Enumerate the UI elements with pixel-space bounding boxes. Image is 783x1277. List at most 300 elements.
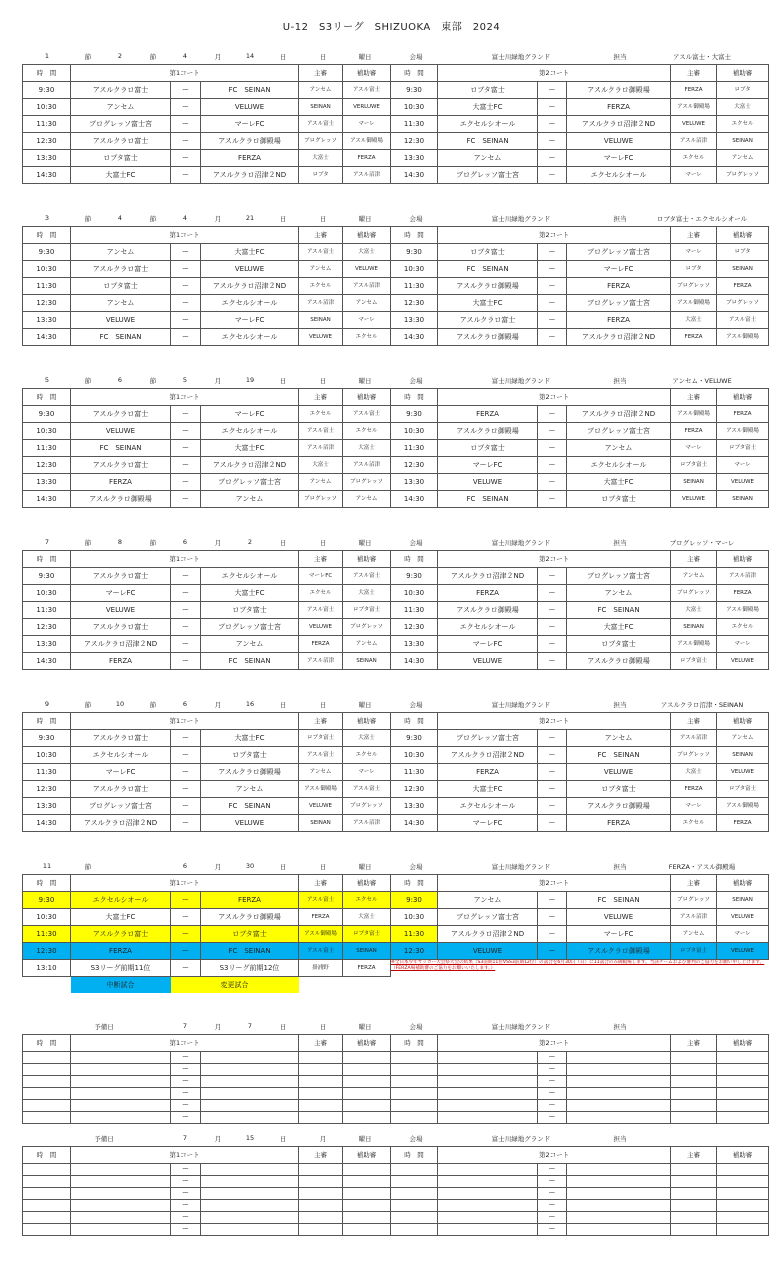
table-row bbox=[23, 619, 769, 636]
col-court1: 第1コート bbox=[71, 1147, 299, 1164]
cell-s2: マーレ bbox=[717, 636, 769, 653]
cell-a2 bbox=[567, 1188, 671, 1200]
cell-t1: 9:30 bbox=[23, 82, 71, 99]
legend-spacer bbox=[23, 977, 71, 994]
col-referee-2: 主審 bbox=[671, 65, 717, 82]
cell-t2: 9:30 bbox=[391, 892, 438, 909]
cell-r1: アスル御殿場 bbox=[299, 926, 343, 943]
cell-h2 bbox=[438, 1052, 538, 1064]
cell-vs: ー bbox=[538, 474, 567, 491]
round-tanto: ブログレッソ・マーレ bbox=[669, 539, 735, 547]
venue-name: 富士川緑地グランド bbox=[491, 539, 551, 547]
round-header bbox=[22, 48, 768, 64]
cell-t2: 9:30 bbox=[391, 406, 438, 423]
cell-s1 bbox=[343, 1100, 391, 1112]
cell-t1 bbox=[23, 1076, 71, 1088]
cell-h2: ロブタ富士 bbox=[438, 440, 538, 457]
cell-vs: ー bbox=[171, 909, 201, 926]
round-weekday: 日 bbox=[319, 701, 327, 709]
cell-a2 bbox=[567, 1112, 671, 1124]
cell-h2: アスルクラロ沼津２ND bbox=[438, 747, 538, 764]
cell-h1: アスルクラロ富士 bbox=[71, 82, 171, 99]
venue-name: 富士川緑地グランド bbox=[491, 701, 551, 709]
venue-name: 富士川緑地グランド bbox=[491, 1023, 551, 1031]
cell-a1: 大富士FC bbox=[201, 244, 299, 261]
cell-r2: アスル御殿場 bbox=[671, 636, 717, 653]
round-block bbox=[22, 858, 768, 993]
cell-s1: ブログレッソ bbox=[343, 474, 391, 491]
cell-t2: 11:30 bbox=[391, 278, 438, 295]
label-day: 日 bbox=[279, 53, 287, 61]
label-venue: 会場 bbox=[409, 701, 423, 709]
cell-s1 bbox=[343, 1088, 391, 1100]
cell-s2: アンセム bbox=[717, 150, 769, 167]
cell-t1: 9:30 bbox=[23, 892, 71, 909]
col-time: 時 間 bbox=[23, 1035, 71, 1052]
cell-s1: ブログレッソ bbox=[343, 798, 391, 815]
round-tanto: アスルクラロ沼津・SEINAN bbox=[660, 701, 744, 709]
cell-h1: FC SEINAN bbox=[71, 329, 171, 346]
label-weekday: 曜日 bbox=[358, 53, 372, 61]
cell-a2: FC SEINAN bbox=[567, 747, 671, 764]
round-block bbox=[22, 48, 768, 184]
col-time-2: 時 間 bbox=[391, 1035, 438, 1052]
cell-a2: VELUWE bbox=[567, 133, 671, 150]
cell-r1: アスル富士 bbox=[299, 747, 343, 764]
cell-s1: ロブタ富士 bbox=[343, 602, 391, 619]
col-referee-2: 主審 bbox=[671, 227, 717, 244]
col-assistant-2: 補助審 bbox=[717, 227, 769, 244]
cell-r1: アスル御殿場 bbox=[299, 781, 343, 798]
cell-a1: エクセルシオール bbox=[201, 295, 299, 312]
cell-r1: 大富士 bbox=[299, 457, 343, 474]
cell-t2: 10:30 bbox=[391, 585, 438, 602]
cell-h1: アンセム bbox=[71, 244, 171, 261]
cell-t1: 12:30 bbox=[23, 295, 71, 312]
cell-vs: ー bbox=[171, 457, 201, 474]
label-day: 日 bbox=[279, 1023, 287, 1031]
cell-vs: ー bbox=[171, 798, 201, 815]
cell-h2 bbox=[438, 1164, 538, 1176]
cell-vs: ー bbox=[171, 440, 201, 457]
cell-vs: ー bbox=[171, 406, 201, 423]
cell-s2: SEINAN bbox=[717, 747, 769, 764]
round-block bbox=[22, 1018, 768, 1124]
cell-t1 bbox=[23, 1112, 71, 1124]
cell-a2: FC SEINAN bbox=[567, 602, 671, 619]
cell-a2: ブログレッソ富士宮 bbox=[567, 244, 671, 261]
table-row bbox=[23, 99, 769, 116]
label-day: 日 bbox=[279, 701, 287, 709]
cell-h2: ブログレッソ富士宮 bbox=[438, 167, 538, 184]
cell-a2: マーレFC bbox=[567, 150, 671, 167]
cell-a2: VELUWE bbox=[567, 764, 671, 781]
cell-r2 bbox=[671, 1064, 717, 1076]
venue-name: 富士川緑地グランド bbox=[491, 215, 551, 223]
cell-h1: エクセルシオール bbox=[71, 892, 171, 909]
table-row bbox=[23, 730, 769, 747]
cell-a1 bbox=[201, 1212, 299, 1224]
cell-r1: エクセル bbox=[299, 278, 343, 295]
cell-a1 bbox=[201, 1224, 299, 1236]
cell-a1: 大富士FC bbox=[201, 440, 299, 457]
cell-vs: ー bbox=[538, 798, 567, 815]
cell-s2: ロブタ bbox=[717, 82, 769, 99]
cell-vs: ー bbox=[171, 167, 201, 184]
cell-s2: アスル御殿場 bbox=[717, 329, 769, 346]
cell-s1: ブログレッソ bbox=[343, 619, 391, 636]
cell-t2: 10:30 bbox=[391, 99, 438, 116]
cell-a1: VELUWE bbox=[201, 99, 299, 116]
cell-a1: マーレFC bbox=[201, 406, 299, 423]
cell-s2: エクセル bbox=[717, 116, 769, 133]
cell-vs: ー bbox=[538, 602, 567, 619]
cell-s2: アスル御殿場 bbox=[717, 798, 769, 815]
cell-vs: ー bbox=[538, 1212, 567, 1224]
col-assistant: 補助審 bbox=[343, 65, 391, 82]
cell-s2: 大富士 bbox=[717, 99, 769, 116]
round-block bbox=[22, 696, 768, 832]
table-head bbox=[23, 65, 769, 82]
cell-vs: ー bbox=[171, 585, 201, 602]
cell-s1: アスル沼津 bbox=[343, 278, 391, 295]
cell-t1: 12:30 bbox=[23, 943, 71, 960]
cell-h2: アスルクラロ沼津２ND bbox=[438, 926, 538, 943]
cell-r1 bbox=[299, 1064, 343, 1076]
cell-a2: マーレFC bbox=[567, 926, 671, 943]
cell-a1: FERZA bbox=[201, 150, 299, 167]
cell-s2 bbox=[717, 1224, 769, 1236]
col-referee: 主審 bbox=[299, 713, 343, 730]
cell-r1: VELUWE bbox=[299, 798, 343, 815]
cell-r2: ブログレッソ bbox=[671, 585, 717, 602]
cell-vs: ー bbox=[171, 295, 201, 312]
label-tanto: 担当 bbox=[613, 1135, 627, 1143]
cell-r1 bbox=[299, 1112, 343, 1124]
cell-s2: VELUWE bbox=[717, 474, 769, 491]
cell-a1: VELUWE bbox=[201, 261, 299, 278]
cell-vs: ー bbox=[538, 1176, 567, 1188]
match-table bbox=[22, 874, 769, 993]
round-header bbox=[22, 210, 768, 226]
cell-vs: ー bbox=[538, 747, 567, 764]
cell-h1: VELUWE bbox=[71, 602, 171, 619]
match-table bbox=[22, 1146, 769, 1236]
cell-r1: アスル沼津 bbox=[299, 440, 343, 457]
cell-t1: 13:30 bbox=[23, 312, 71, 329]
cell-h1 bbox=[71, 1224, 171, 1236]
cell-r1: アスル富士 bbox=[299, 943, 343, 960]
cell-a1 bbox=[201, 1064, 299, 1076]
col-assistant-2: 補助審 bbox=[717, 713, 769, 730]
cell-vs: ー bbox=[538, 1224, 567, 1236]
cell-h2: ブログレッソ富士宮 bbox=[438, 909, 538, 926]
table-row-empty bbox=[23, 1064, 769, 1076]
cell-vs: ー bbox=[171, 764, 201, 781]
cell-vs: ー bbox=[171, 1076, 201, 1088]
table-row bbox=[23, 329, 769, 346]
cell-h2: FERZA bbox=[438, 585, 538, 602]
cell-a2: 大富士FC bbox=[567, 474, 671, 491]
cell-r1 bbox=[299, 1088, 343, 1100]
cell-a2 bbox=[567, 1064, 671, 1076]
cell-t2: 11:30 bbox=[391, 764, 438, 781]
col-court2: 第2コート bbox=[438, 875, 671, 892]
cell-h1: アスルクラロ富士 bbox=[71, 781, 171, 798]
cell-s1 bbox=[343, 1212, 391, 1224]
cell-t2 bbox=[391, 1076, 438, 1088]
table-row bbox=[23, 133, 769, 150]
label-weekday: 曜日 bbox=[358, 377, 372, 385]
cell-a1: アスルクラロ御殿場 bbox=[201, 133, 299, 150]
label-venue: 会場 bbox=[409, 1135, 423, 1143]
cell-s2 bbox=[717, 1188, 769, 1200]
cell-vs: ー bbox=[538, 764, 567, 781]
cell-h2: アンセム bbox=[438, 892, 538, 909]
cell-s1: VELUWE bbox=[343, 261, 391, 278]
round-number-1: 9 bbox=[44, 700, 50, 708]
cell-a1: FC SEINAN bbox=[201, 798, 299, 815]
cell-a2: アンセム bbox=[567, 585, 671, 602]
cell-t1: 14:30 bbox=[23, 815, 71, 832]
cell-t2: 10:30 bbox=[391, 747, 438, 764]
round-header bbox=[22, 534, 768, 550]
cell-r1: アンセム bbox=[299, 261, 343, 278]
cell-t2: 14:30 bbox=[391, 491, 438, 508]
cell-r1: ブログレッソ bbox=[299, 133, 343, 150]
cell-r1: アスル富士 bbox=[299, 116, 343, 133]
label-day: 日 bbox=[279, 377, 287, 385]
cell-h1: アスルクラロ富士 bbox=[71, 457, 171, 474]
table-row bbox=[23, 602, 769, 619]
cell-s1: アスル沼津 bbox=[343, 167, 391, 184]
label-month: 月 bbox=[214, 53, 222, 61]
cell-a2: FERZA bbox=[567, 815, 671, 832]
cell-s2 bbox=[717, 1076, 769, 1088]
cell-t1: 14:30 bbox=[23, 167, 71, 184]
cell-vs: ー bbox=[171, 244, 201, 261]
cell-a2 bbox=[567, 1100, 671, 1112]
venue-name: 富士川緑地グランド bbox=[491, 377, 551, 385]
page-title: U-12 S3リーグ SHIZUOKA 東部 2024 bbox=[282, 22, 501, 33]
cell-h2: FC SEINAN bbox=[438, 261, 538, 278]
cell-t2 bbox=[391, 1164, 438, 1176]
cell-a2: FERZA bbox=[567, 278, 671, 295]
label-setsu-2: 節 bbox=[149, 53, 157, 61]
cell-s1 bbox=[343, 1076, 391, 1088]
cell-h2: エクセルシオール bbox=[438, 116, 538, 133]
cell-a2: ロブタ富士 bbox=[567, 636, 671, 653]
col-time-2: 時 間 bbox=[391, 875, 438, 892]
cell-vs: ー bbox=[538, 1100, 567, 1112]
cell-t1: 13:30 bbox=[23, 798, 71, 815]
cell-vs: ー bbox=[171, 1088, 201, 1100]
cell-r2 bbox=[671, 1224, 717, 1236]
cell-vs: ー bbox=[171, 1224, 201, 1236]
col-court1: 第1コート bbox=[71, 65, 299, 82]
cell-vs: ー bbox=[171, 653, 201, 670]
cell-a2 bbox=[567, 1212, 671, 1224]
cell-t1: 9:30 bbox=[23, 406, 71, 423]
round-tanto: アンセム・VELUWE bbox=[672, 377, 732, 385]
table-row bbox=[23, 798, 769, 815]
cell-t1: 14:30 bbox=[23, 653, 71, 670]
cell-t1: 11:30 bbox=[23, 764, 71, 781]
cell-r1: SEINAN bbox=[299, 99, 343, 116]
label-tanto: 担当 bbox=[613, 539, 627, 547]
cell-t1 bbox=[23, 1200, 71, 1212]
cell-a2: FERZA bbox=[567, 99, 671, 116]
cell-r2 bbox=[671, 1100, 717, 1112]
cell-h2: FC SEINAN bbox=[438, 133, 538, 150]
cell-a2: VELUWE bbox=[567, 909, 671, 926]
cell-r2: ロブタ bbox=[671, 261, 717, 278]
cell-t1 bbox=[23, 1188, 71, 1200]
cell-vs: ー bbox=[538, 815, 567, 832]
cell-h1 bbox=[71, 1100, 171, 1112]
cell-s2: FERZA bbox=[717, 406, 769, 423]
cell-t2: 14:30 bbox=[391, 167, 438, 184]
col-time: 時 間 bbox=[23, 551, 71, 568]
table-row bbox=[23, 943, 769, 960]
cell-h2: アスルクラロ御殿場 bbox=[438, 329, 538, 346]
cell-vs: ー bbox=[538, 636, 567, 653]
table-head bbox=[23, 875, 769, 892]
cell-s1: アスル沼津 bbox=[343, 815, 391, 832]
cell-h1: FC SEINAN bbox=[71, 440, 171, 457]
round-weekday: 日 bbox=[319, 53, 327, 61]
cell-t2 bbox=[391, 1100, 438, 1112]
round-weekday: 日 bbox=[319, 215, 327, 223]
cell-vs: ー bbox=[538, 116, 567, 133]
col-court2: 第2コート bbox=[438, 1147, 671, 1164]
col-court2: 第2コート bbox=[438, 1035, 671, 1052]
cell-h1 bbox=[71, 1176, 171, 1188]
cell-s2 bbox=[717, 1100, 769, 1112]
cell-h1 bbox=[71, 1164, 171, 1176]
cell-vs: ー bbox=[171, 261, 201, 278]
cell-s2: マーレ bbox=[717, 926, 769, 943]
table-row bbox=[23, 636, 769, 653]
cell-h1 bbox=[71, 1188, 171, 1200]
cell-vs: ー bbox=[538, 1064, 567, 1076]
col-referee-2: 主審 bbox=[671, 551, 717, 568]
cell-h1 bbox=[71, 1112, 171, 1124]
cell-a1: S3リーグ前期12位 bbox=[201, 960, 299, 977]
cell-r1: ロブタ富士 bbox=[299, 730, 343, 747]
round-number-1: 5 bbox=[44, 376, 50, 384]
table-row-empty bbox=[23, 1200, 769, 1212]
cell-a1: アスルクラロ御殿場 bbox=[201, 764, 299, 781]
cell-a1: アスルクラロ御殿場 bbox=[201, 909, 299, 926]
cell-s1: アスル御殿場 bbox=[343, 133, 391, 150]
cell-a2 bbox=[567, 1200, 671, 1212]
cell-h2: FC SEINAN bbox=[438, 491, 538, 508]
table-row-empty bbox=[23, 1164, 769, 1176]
venue-name: 富士川緑地グランド bbox=[491, 53, 551, 61]
table-row bbox=[23, 457, 769, 474]
cell-s2 bbox=[717, 1212, 769, 1224]
cell-h2: マーレFC bbox=[438, 457, 538, 474]
cell-r2: ブログレッソ bbox=[671, 747, 717, 764]
cell-r2: FERZA bbox=[671, 423, 717, 440]
cell-s1: アスル沼津 bbox=[343, 457, 391, 474]
round-month: 5 bbox=[182, 376, 188, 384]
cell-t1: 11:30 bbox=[23, 926, 71, 943]
cell-t1 bbox=[23, 1064, 71, 1076]
cell-vs: ー bbox=[538, 278, 567, 295]
table-row-empty bbox=[23, 1052, 769, 1064]
table-head bbox=[23, 1035, 769, 1052]
cell-h1: FERZA bbox=[71, 474, 171, 491]
cell-h2 bbox=[438, 1212, 538, 1224]
col-time-2: 時 間 bbox=[391, 227, 438, 244]
cell-s2: FERZA bbox=[717, 278, 769, 295]
cell-a2: エクセルシオール bbox=[567, 167, 671, 184]
round-number-1: 3 bbox=[44, 214, 50, 222]
table-row bbox=[23, 926, 769, 943]
cell-r2 bbox=[671, 1088, 717, 1100]
cell-h1: エクセルシオール bbox=[71, 747, 171, 764]
col-time-2: 時 間 bbox=[391, 713, 438, 730]
col-court2: 第2コート bbox=[438, 713, 671, 730]
cell-s2: アスル沼津 bbox=[717, 568, 769, 585]
cell-s1: SEINAN bbox=[343, 653, 391, 670]
cell-t1: 10:30 bbox=[23, 747, 71, 764]
cell-a2: マーレFC bbox=[567, 261, 671, 278]
round-number-1: 11 bbox=[42, 862, 52, 870]
cell-r1: 大富士 bbox=[299, 150, 343, 167]
cell-t2: 9:30 bbox=[391, 568, 438, 585]
cell-vs: ー bbox=[538, 619, 567, 636]
table-row bbox=[23, 474, 769, 491]
cell-a2 bbox=[567, 1224, 671, 1236]
label-month: 月 bbox=[214, 1023, 222, 1031]
cell-s1: マーレ bbox=[343, 116, 391, 133]
cell-t2 bbox=[391, 1176, 438, 1188]
cell-h2: マーレFC bbox=[438, 815, 538, 832]
col-referee: 主審 bbox=[299, 1147, 343, 1164]
cell-vs: ー bbox=[171, 781, 201, 798]
cell-h1: アスルクラロ富士 bbox=[71, 261, 171, 278]
cell-vs: ー bbox=[538, 892, 567, 909]
cell-h1 bbox=[71, 1088, 171, 1100]
cell-s2: ブログレッソ bbox=[717, 295, 769, 312]
label-tanto: 担当 bbox=[613, 701, 627, 709]
round-day: 2 bbox=[247, 538, 253, 546]
cell-vs: ー bbox=[538, 440, 567, 457]
round-month: 6 bbox=[182, 538, 188, 546]
cell-s1: マーレ bbox=[343, 764, 391, 781]
match-table bbox=[22, 64, 769, 184]
col-court1: 第1コート bbox=[71, 551, 299, 568]
cell-t1: 11:30 bbox=[23, 602, 71, 619]
cell-s1: FERZA bbox=[343, 150, 391, 167]
cell-r2: アスル御殿場 bbox=[671, 99, 717, 116]
label-month: 月 bbox=[214, 539, 222, 547]
cell-t1 bbox=[23, 1088, 71, 1100]
cell-h2: アスルクラロ御殿場 bbox=[438, 278, 538, 295]
cell-r2: マーレ bbox=[671, 167, 717, 184]
cell-h1 bbox=[71, 1200, 171, 1212]
cell-s2: VELUWE bbox=[717, 764, 769, 781]
cell-t2: 9:30 bbox=[391, 730, 438, 747]
cell-t1: 10:30 bbox=[23, 909, 71, 926]
cell-t1 bbox=[23, 1176, 71, 1188]
cell-a1 bbox=[201, 1088, 299, 1100]
cell-h1: ロブタ富士 bbox=[71, 150, 171, 167]
cell-vs: ー bbox=[171, 1064, 201, 1076]
